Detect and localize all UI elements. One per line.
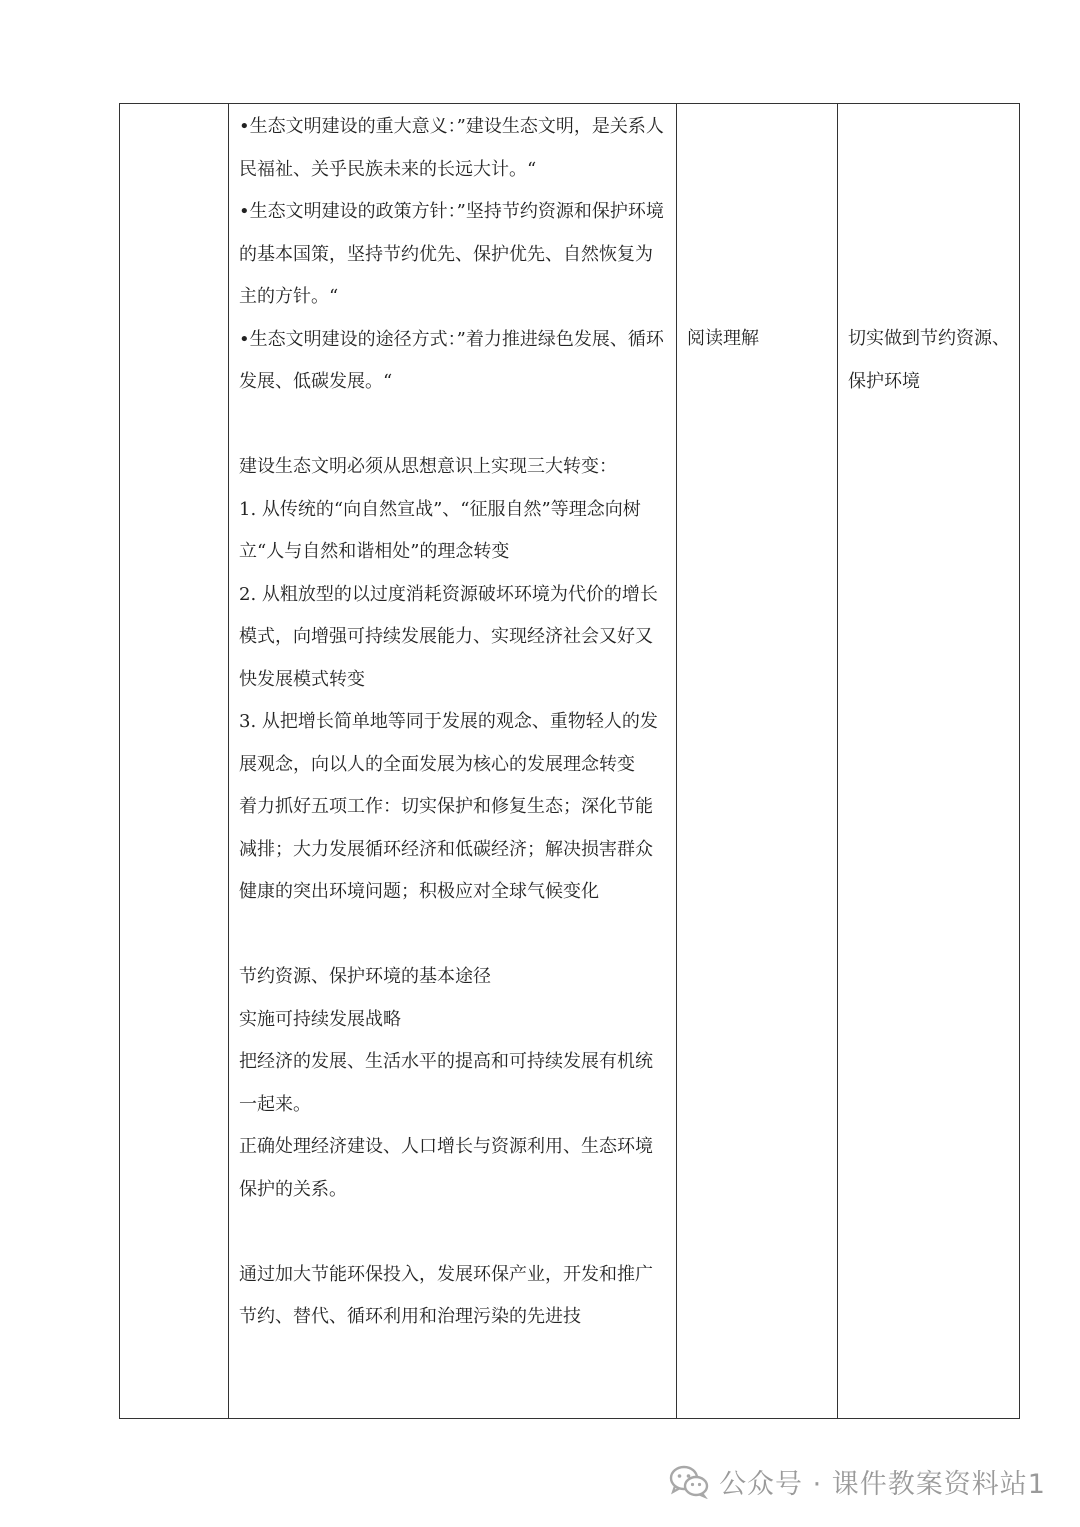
investment-line: 通过加大节能环保投入，发展环保产业，开发和推广节约、替代、循环利用和治理污染的先进技 — [239, 1263, 653, 1327]
strategy-line: 实施可持续发展战略 — [239, 1008, 401, 1030]
watermark-text: 公众号 · 课件教案资料站1 — [719, 1469, 1046, 1500]
change-item-2: 2. 从粗放型的以过度消耗资源破坏环境为代价的增长模式，向增强可持续发展能力、实现经济社会又好又快发展模式转变 — [239, 583, 658, 690]
change-item-1: 1. 从传统的“向自然宣战”、“征服自然”等理念向树立“人与自然和谐相处”的理念转变 — [239, 498, 641, 562]
change-item-3: 3. 从把增长简单地等同于发展的观念、重物轻人的发展观念，向以人的全面发展为核心的发展理念转变 — [239, 711, 658, 775]
content-cell — [229, 104, 677, 1419]
spacer — [239, 914, 668, 957]
relations-line: 正确处理经济建设、人口增长与资源利用、生态环境保护的关系。 — [239, 1136, 653, 1200]
unify-line: 把经济的发展、生活水平的提高和可持续发展有机统一起来。 — [239, 1051, 653, 1115]
significance-line: •生态文明建设的重大意义：”建设生态文明，是关系人民福祉、关乎民族未来的长远大计。“ — [239, 116, 664, 180]
wechat-icon — [669, 1465, 709, 1499]
activity-text: 阅读理解 — [687, 328, 759, 349]
empty-cell — [120, 104, 229, 1419]
lesson-table — [119, 103, 1020, 1419]
approach-line: •生态文明建设的途径方式：”着力推进绿色发展、循环发展、低碳发展。“ — [239, 328, 664, 392]
watermark — [669, 1462, 1046, 1501]
basic-ways-heading: 节约资源、保护环境的基本途径 — [239, 966, 491, 987]
purpose-text: 切实做到节约资源、保护环境 — [848, 328, 1010, 392]
purpose-cell — [838, 104, 1020, 1419]
spacer — [239, 404, 668, 447]
table-row — [120, 104, 1020, 1419]
five-tasks-line: 着力抓好五项工作：切实保护和修复生态；深化节能减排；大力发展循环经济和低碳经济；解决损害群众健康的突出环境问题；积极应对全球气候变化 — [239, 796, 653, 902]
spacer — [239, 1211, 668, 1254]
three-changes-heading: 建设生态文明必须从思想意识上实现三大转变： — [239, 456, 617, 477]
activity-cell — [677, 104, 838, 1419]
policy-line: •生态文明建设的政策方针：”坚持节约资源和保护环境的基本国策，坚持节约优先、保护优先、自然恢复为主的方针。“ — [239, 201, 664, 307]
